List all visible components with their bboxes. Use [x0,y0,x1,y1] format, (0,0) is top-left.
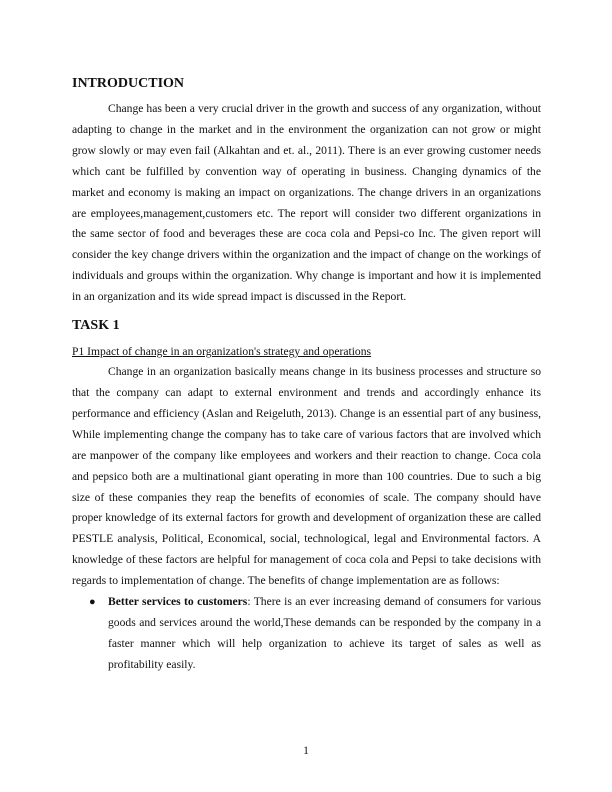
introduction-paragraph: Change has been a very crucial driver in the growth and success of any organization, without adapting to change in the market and in the environment the organization can not grow or might grow slowly or may even fail (Alkahtan and et. al., 2011). There is an ever growing customer needs which cant be fulfilled by convention way of operating in business. Changing dynamics of the market and economy is making an impact on organizations. The change drivers in an organizations are employees,management,customers etc. The report will consider two different organizations in the same sector of food and beverages these are coca cola and Pepsi-co Inc. The given report will consider the key change drivers within the organization and the impact of change on the workings of individuals and groups within the organization. Why change is important and how it is implemented in an organization and its wide spread impact is discussed in the Report. [72,102,541,304]
page-number: 1 [303,744,309,757]
task-paragraph: Change in an organization basically means change in its business processes and structure so that the company can adapt to external environment and trends and accordingly enhance its performance and efficiency (Aslan and Reigeluth, 2013). Change is an essential part of any business, While implementing change the company has to take care of various factors that are involved which are manpower of the company like employees and workers and their reaction to change. Coca cola and pepsico both are a multinational giant operating in more than 100 countries. Due to such a big size of these companies they reap the benefits of economies of scale. The company should have proper knowledge of its external factors for growth and development of organization these are called PESTLE analysis, Political, Economical, social, technological, legal and Environmental factors. A knowledge of these factors are helpful for management of coca cola and Pepsi to take decisions with regards to implementation of change. The benefits of change implementation are as follows: [72,365,541,588]
introduction-heading: INTRODUCTION [72,76,185,91]
list-item-term: Better services to customers [108,595,248,609]
document-page [72,76,541,676]
bullet-icon: ● [89,596,96,609]
task-subheading: P1 Impact of change in an organization's strategy and operations [72,345,372,359]
list-item [72,592,541,676]
task-heading: TASK 1 [72,318,120,334]
benefits-list [72,592,541,676]
list-item-text: : There is an ever increasing demand of consumers for various goods and services around the world,These demands can be responded by the company in a faster manner which will help organization to achieve its target of sales as well as profitability easily. [108,595,541,671]
